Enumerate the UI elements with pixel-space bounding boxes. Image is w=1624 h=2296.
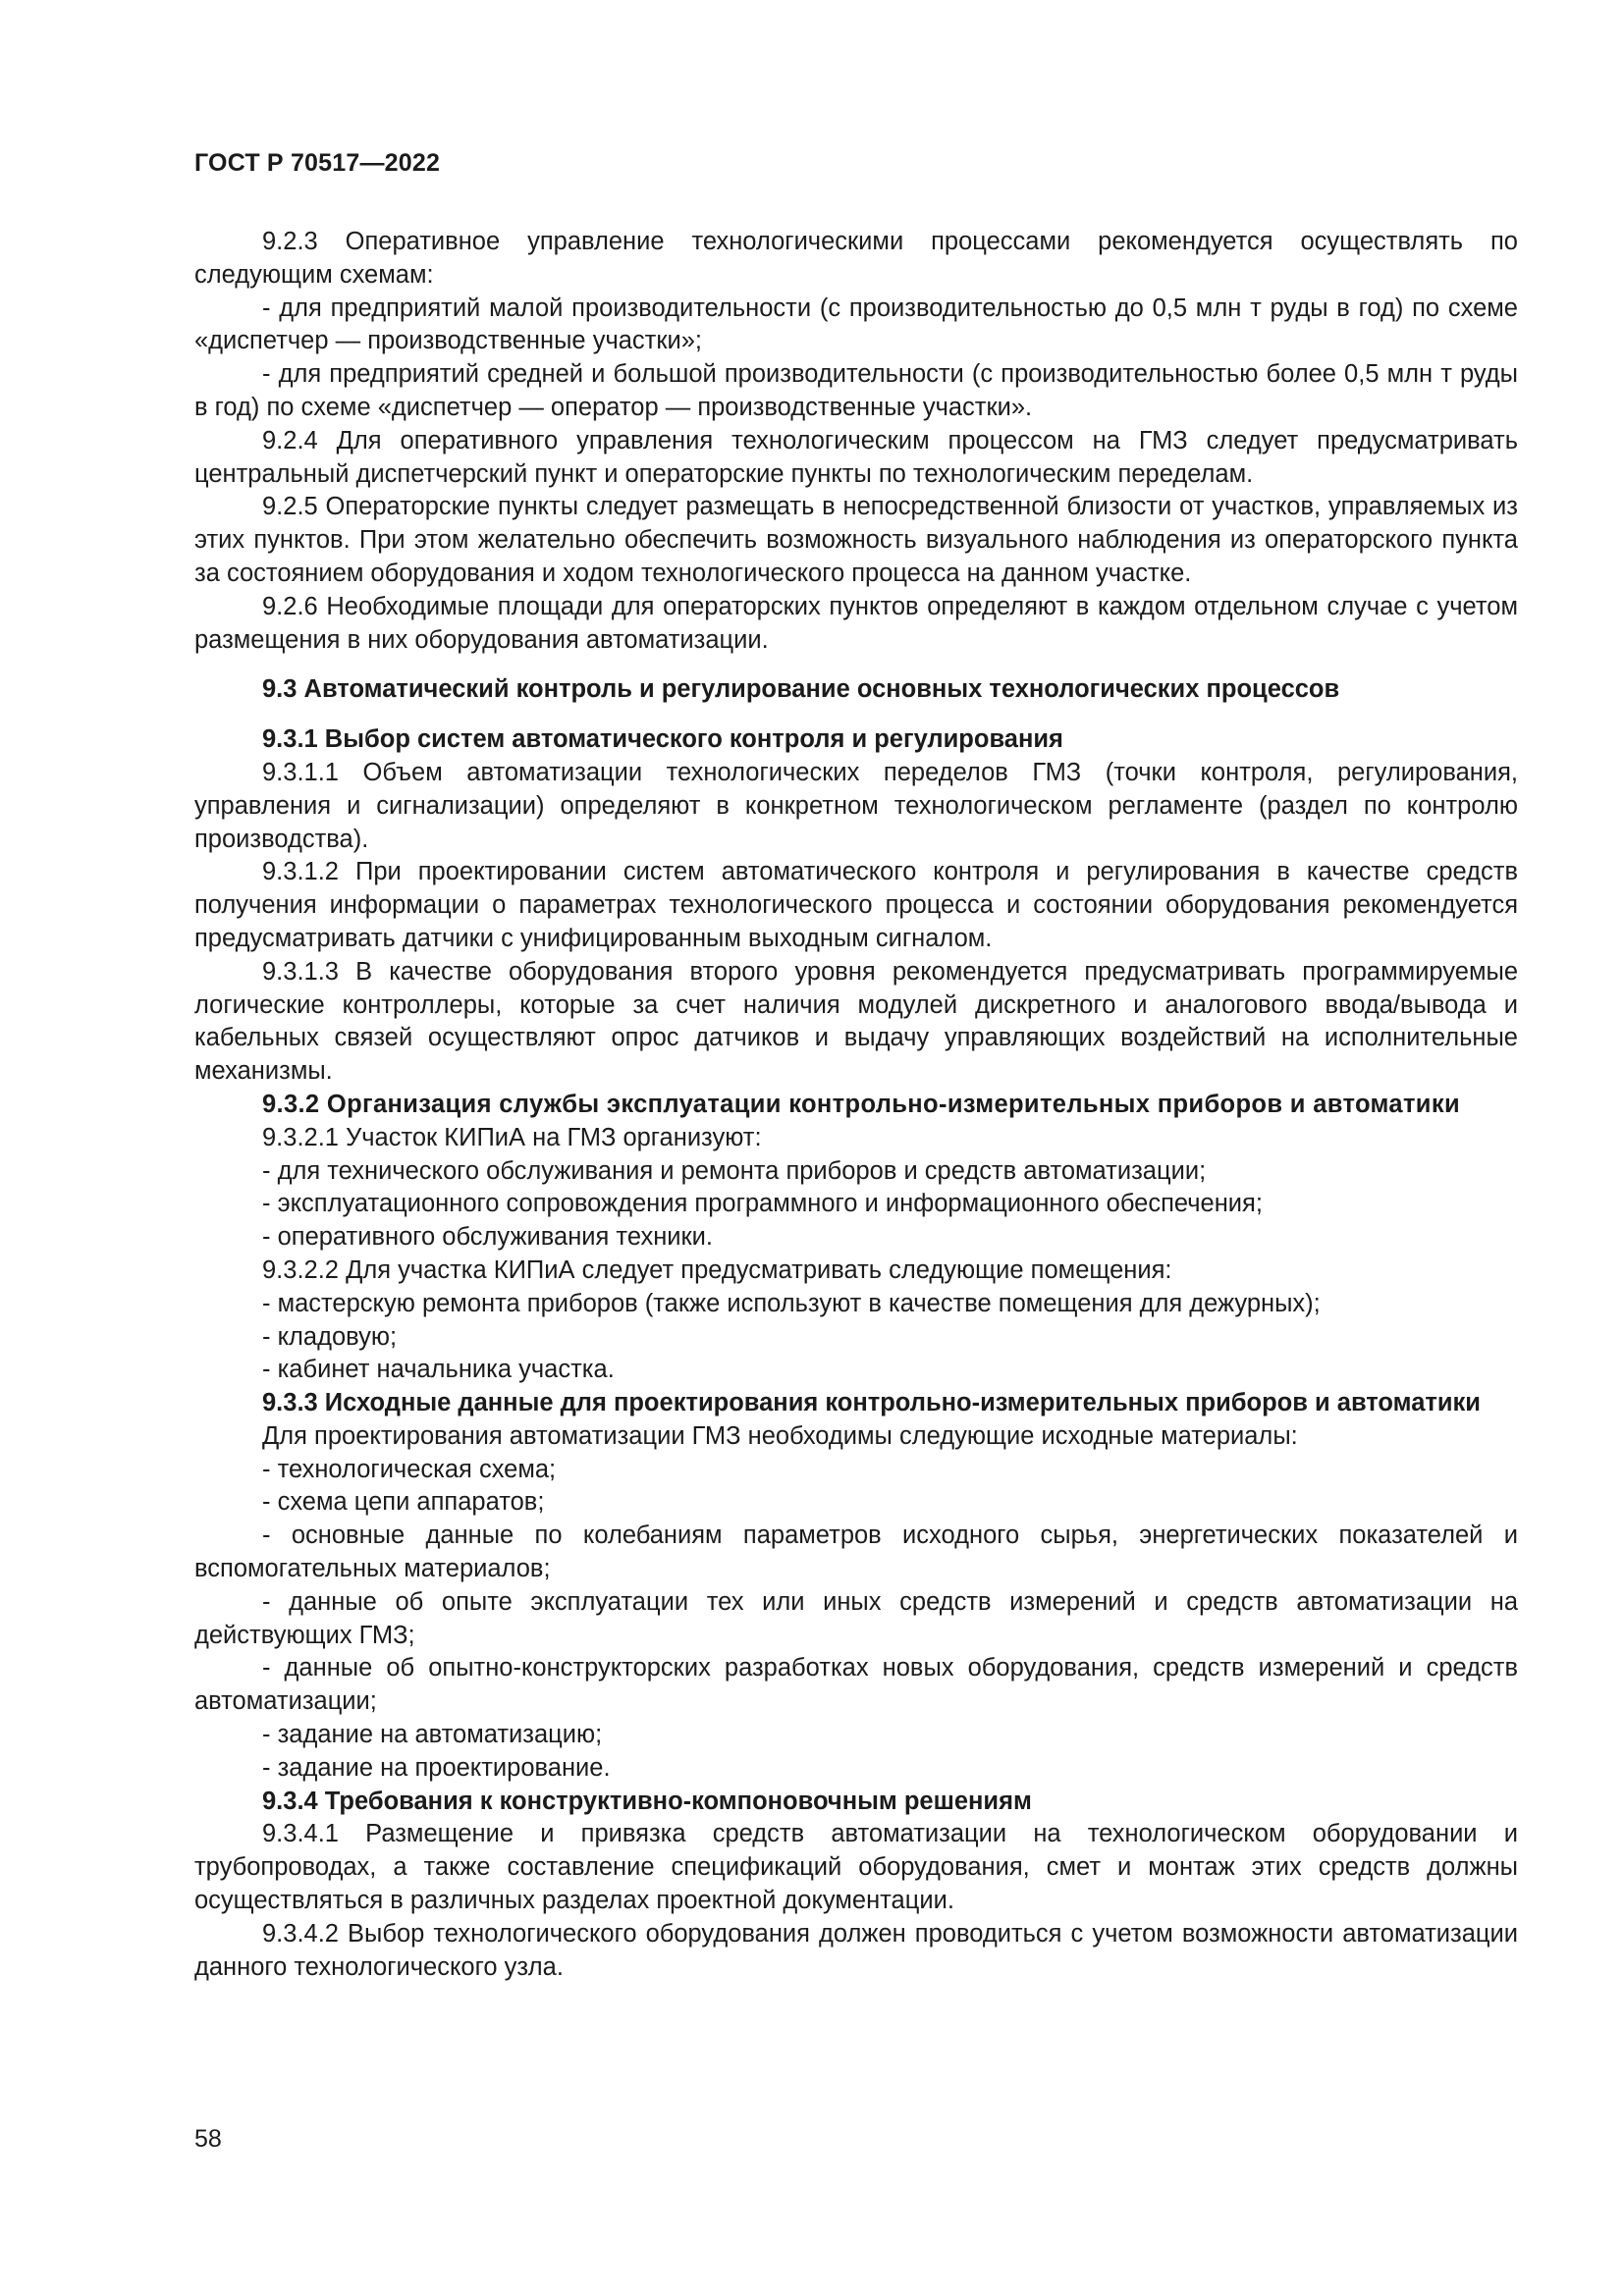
list-item: - технологическая схема; [262,1455,557,1483]
list-item: - мастерскую ремонта приборов (также используют в качестве помещения для дежурных); [262,1289,1321,1317]
list-item: - для предприятий средней и большой производительности (с производительностью более 0,5 млн т руды в год) по схеме «диспетчер — оператор — производственные участки». [194,360,1518,421]
list-item: - данные об опытно-конструкторских разработках новых оборудования, средств измерений и средств автоматизации; [194,1654,1518,1716]
document-body [194,226,1518,1984]
list-item: - эксплуатационного сопровождения программного и информационного обеспечения; [262,1190,1263,1218]
subsection-heading-9-3-2: 9.3.2 Организация службы эксплуатации контрольно-измерительных приборов и автоматики [262,1090,1460,1118]
paragraph-9-3-1-3: 9.3.1.3 В качестве оборудования второго уровня рекомендуется предусматривать программируемые логические контроллеры, которые за счет наличия модулей дискретного и аналогового ввода/вывода и кабельных связей осуществляют опрос датчиков и выдачу управляющих воздействий на исполнительные механизмы. [194,957,1518,1086]
paragraph-9-3-2-1: 9.3.2.1 Участок КИПиА на ГМЗ организуют: [262,1123,762,1151]
paragraph-9-3-1-1: 9.3.1.1 Объем автоматизации технологических переделов ГМЗ (точки контроля, регулирования, управления и сигнализации) определяют в конкретном технологическом регламенте (раздел по контролю производства). [194,758,1518,853]
doc-header-code: ГОСТ Р 70517—2022 [194,149,441,177]
paragraph-intro: Для проектирования автоматизации ГМЗ необходимы следующие исходные материалы: [262,1421,1298,1450]
list-item: - основные данные по колебаниям параметров исходного сырья, энергетических показателей и вспомогательных материалов; [194,1522,1518,1583]
paragraph-9-3-4-2: 9.3.4.2 Выбор технологического оборудования должен проводиться с учетом возможности автоматизации данного технологического узла. [194,1919,1518,1981]
list-item: - оперативного обслуживания техники. [262,1223,713,1252]
paragraph-9-2-3: 9.2.3 Оперативное управление технологическими процессами рекомендуется осуществлять по следующим схемам: [194,228,1518,289]
subsection-heading-9-3-1: 9.3.1 Выбор систем автоматического контроля и регулирования [262,725,1063,754]
list-item: - кладовую; [262,1322,398,1351]
subsection-heading-9-3-3: 9.3.3 Исходные данные для проектирования контрольно-измерительных приборов и автоматики [262,1389,1481,1417]
list-item: - схема цепи аппаратов; [262,1488,545,1517]
subsection-heading-9-3-4: 9.3.4 Требования к конструктивно-компоновочным решениям [262,1787,1032,1815]
list-item: - для технического обслуживания и ремонта приборов и средств автоматизации; [262,1156,1207,1185]
list-item: - задание на проектирование. [262,1753,611,1782]
section-heading-9-3: 9.3 Автоматический контроль и регулирование основных технологических процессов [262,675,1340,704]
list-item: - данные об опыте эксплуатации тех или иных средств измерений и средств автоматизации на действующих ГМЗ; [194,1587,1518,1649]
paragraph-9-3-4-1: 9.3.4.1 Размещение и привязка средств автоматизации на технологическом оборудовании и трубопроводах, а также составление спецификаций оборудования, смет и монтаж этих средств должны осуществляться в различных разделах проектной документации. [194,1820,1518,1915]
paragraph-9-2-5: 9.2.5 Операторские пункты следует размещать в непосредственной близости от участков, управляемых из этих пунктов. При этом желательно обеспечить возможность визуального наблюдения из операторского пункта за состоянием оборудования и ходом технологического процесса на данном участке. [194,493,1518,587]
list-item: - кабинет начальника участка. [262,1356,615,1384]
paragraph-9-2-4: 9.2.4 Для оперативного управления технологическим процессом на ГМЗ следует предусматривать центральный диспетчерский пункт и операторские пункты по технологическим переделам. [194,426,1518,488]
list-item: - задание на автоматизацию; [262,1721,603,1749]
list-item: - для предприятий малой производительности (с производительностью до 0,5 млн т руды в год) по схеме «диспетчер — производственные участки»; [194,294,1518,355]
paragraph-9-2-6: 9.2.6 Необходимые площади для операторских пунктов определяют в каждом отдельном случае с учетом размещения в них оборудования автоматизации. [194,592,1518,654]
page-number: 58 [194,2125,222,2153]
paragraph-9-3-1-2: 9.3.1.2 При проектировании систем автоматического контроля и регулирования в качестве средств получения информации о параметрах технологического процесса и состоянии оборудования рекомендуется предусматривать датчики с унифицированным выходным сигналом. [194,858,1518,952]
paragraph-9-3-2-2: 9.3.2.2 Для участка КИПиА следует предусматривать следующие помещения: [262,1255,1172,1284]
